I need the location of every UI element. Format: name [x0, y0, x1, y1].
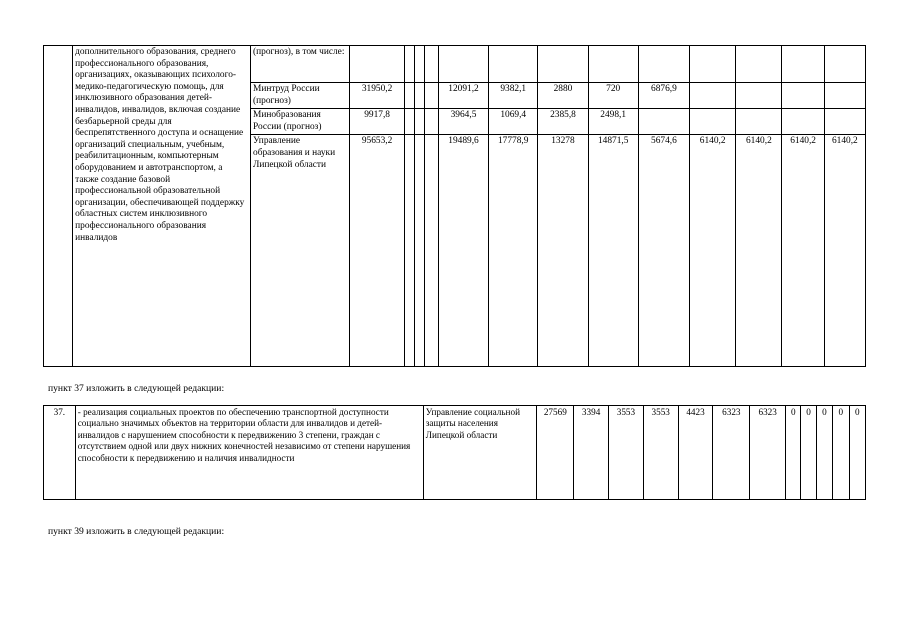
value-cell	[489, 46, 538, 83]
value-cell	[690, 109, 736, 135]
amendment-paragraph: пункт 39 изложить в следующей редакции:	[48, 526, 225, 537]
value-cell: 13278	[538, 135, 588, 367]
funding-source: Минтруд России (прогноз)	[251, 83, 350, 109]
measure-description: дополнительного образования, среднего профессионального образования, организациях, оказывающих психолого-медико-педагогическую помощь, для инклюзивного образования детей-инвалидов, инвалидов, включая создание безбарьерной среды для беспрепятственного доступа и оснащение организаций специальным, учебным, реабилитационным, компьютерным оборудованием и автотранспортом, а также создание базовой профессиональной образовательной организации, обеспечивающей поддержку областных систем инклюзивного профессионального образования инвалидов	[73, 46, 251, 367]
value-cell	[424, 109, 438, 135]
value-cell: 6876,9	[638, 83, 689, 109]
value-cell	[736, 46, 782, 83]
value-cell: 19489,6	[438, 135, 488, 367]
value-cell: 6323	[713, 406, 750, 500]
value-cell	[782, 83, 824, 109]
value-cell: 0	[816, 406, 832, 500]
value-cell: 0	[801, 406, 816, 500]
funding-source: (прогноз), в том числе:	[251, 46, 350, 83]
value-cell	[438, 46, 488, 83]
value-cell	[414, 83, 424, 109]
value-cell: 12091,2	[438, 83, 488, 109]
value-cell	[538, 46, 588, 83]
value-cell: 2498,1	[588, 109, 638, 135]
value-cell	[824, 109, 865, 135]
value-cell: 3964,5	[438, 109, 488, 135]
value-cell	[404, 83, 414, 109]
value-cell	[424, 46, 438, 83]
value-cell	[638, 46, 689, 83]
value-cell: 27569	[537, 406, 574, 500]
value-cell: 14871,5	[588, 135, 638, 367]
value-cell: 6323	[750, 406, 786, 500]
value-cell: 0	[833, 406, 849, 500]
value-cell: 0	[786, 406, 801, 500]
value-cell	[414, 109, 424, 135]
executor-cell: Управление социальной защиты населения Липецкой области	[423, 406, 537, 500]
funding-source: Управление образования и науки Липецкой области	[251, 135, 350, 367]
value-cell	[638, 109, 689, 135]
value-cell: 0	[849, 406, 865, 500]
value-cell: 5674,6	[638, 135, 689, 367]
value-cell	[404, 109, 414, 135]
value-cell	[736, 109, 782, 135]
value-cell: 9917,8	[350, 109, 404, 135]
value-cell	[424, 83, 438, 109]
value-cell	[414, 46, 424, 83]
value-cell	[404, 135, 414, 367]
value-cell	[782, 109, 824, 135]
value-cell	[690, 83, 736, 109]
amendment-paragraph: пункт 37 изложить в следующей редакции:	[48, 383, 225, 394]
value-cell: 9382,1	[489, 83, 538, 109]
value-cell	[824, 83, 865, 109]
measure-description: - реализация социальных проектов по обеспечению транспортной доступности социально значимых объектов на территории области для инвалидов и детей-инвалидов с нарушением способности к передвижению 3 степени, граждан с отсутствием одной или двух нижних конечностей независимо от степени нарушения способности к передвижению и наличия инвалидности	[75, 406, 423, 500]
value-cell: 2385,8	[538, 109, 588, 135]
value-cell: 4423	[678, 406, 713, 500]
value-cell	[350, 46, 404, 83]
value-cell: 6140,2	[824, 135, 865, 367]
value-cell	[824, 46, 865, 83]
value-cell	[782, 46, 824, 83]
value-cell	[414, 135, 424, 367]
item-number: 37.	[44, 406, 76, 500]
value-cell: 720	[588, 83, 638, 109]
value-cell: 6140,2	[782, 135, 824, 367]
table-row	[44, 406, 866, 500]
value-cell: 31950,2	[350, 83, 404, 109]
value-cell	[424, 135, 438, 367]
value-cell: 6140,2	[736, 135, 782, 367]
value-cell: 3553	[643, 406, 678, 500]
value-cell: 6140,2	[690, 135, 736, 367]
value-cell: 1069,4	[489, 109, 538, 135]
row-number-cell	[44, 46, 73, 367]
value-cell: 2880	[538, 83, 588, 109]
value-cell: 95653,2	[350, 135, 404, 367]
value-cell	[404, 46, 414, 83]
value-cell	[736, 83, 782, 109]
value-cell	[690, 46, 736, 83]
value-cell: 3553	[609, 406, 644, 500]
value-cell: 3394	[574, 406, 609, 500]
table-row	[44, 46, 866, 83]
value-cell	[588, 46, 638, 83]
program-table-item-37	[43, 405, 866, 500]
program-table-continuation	[43, 45, 866, 367]
funding-source: Минобразования России (прогноз)	[251, 109, 350, 135]
value-cell: 17778,9	[489, 135, 538, 367]
